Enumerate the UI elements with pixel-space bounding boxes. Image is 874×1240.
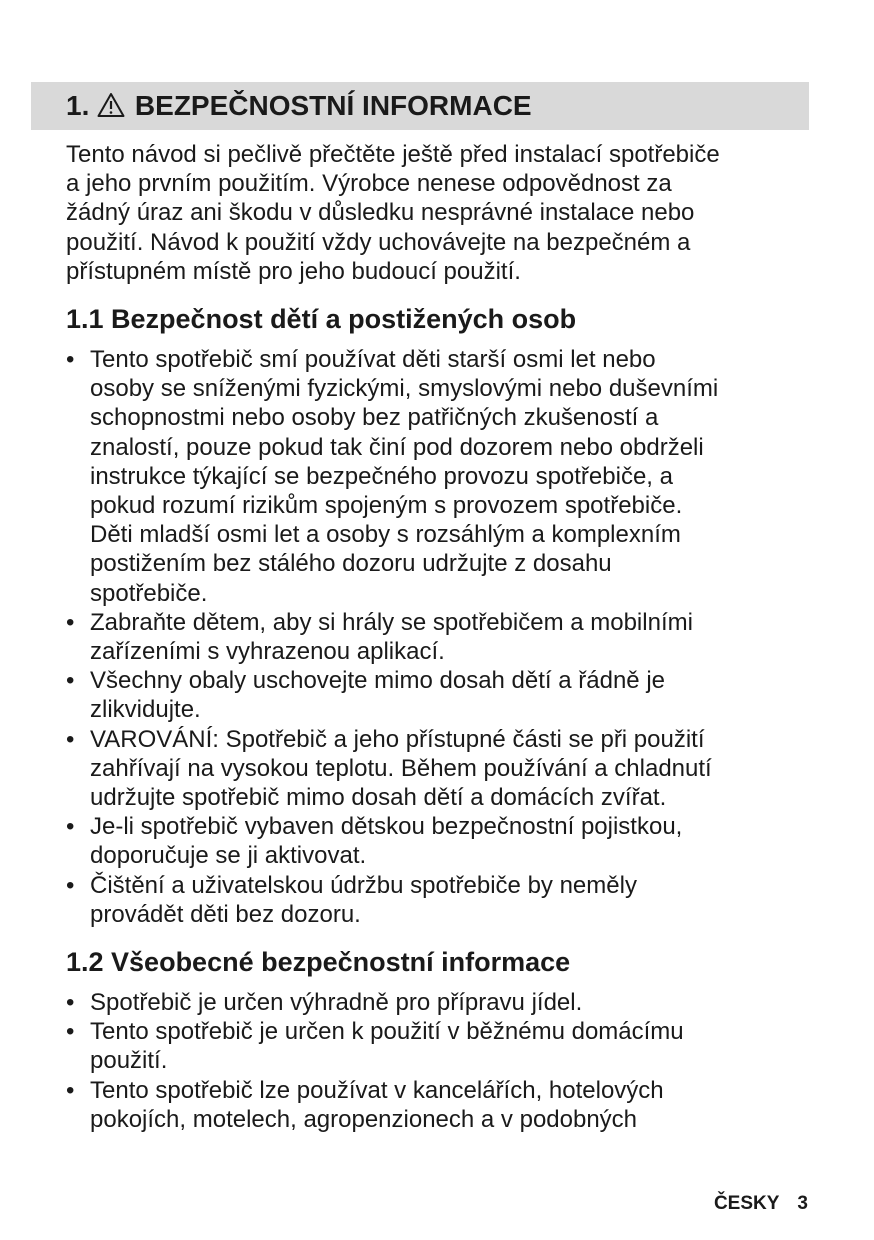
item-line: osoby se sníženými fyzickými, smyslovými nebo duševními: [90, 375, 719, 403]
list-item: [66, 608, 826, 666]
bullet-icon: •: [66, 1018, 75, 1046]
section-title: BEZPEČNOSTNÍ INFORMACE: [134, 90, 532, 121]
item-line: Čištění a uživatelskou údržbu spotřebiče by neměly: [90, 871, 637, 899]
item-line: udržujte spotřebič mimo dosah dětí a domácích zvířat.: [90, 784, 667, 812]
intro-line: a jeho prvním použitím. Výrobce nenese odpovědnost za: [66, 170, 672, 198]
bullet-icon: •: [66, 346, 75, 373]
item-line: Spotřebič je určen výhradně pro přípravu jídel.: [90, 989, 583, 1016]
bullet-icon: •: [66, 871, 75, 899]
bullet-icon: •: [66, 667, 75, 695]
item-line: pokojích, motelech, agropenzionech a v podobných: [90, 1105, 638, 1133]
list-item: [66, 666, 826, 724]
footer-language: ČESKY: [713, 1193, 780, 1214]
item-line: Tento spotřebič lze používat v kancelářích, hotelových: [90, 1076, 664, 1104]
item-line: spotřebiče.: [90, 579, 208, 607]
item-line: Je-li spotřebič vybaven dětskou bezpečnostní pojistkou,: [90, 813, 683, 841]
section-heading: [66, 88, 532, 127]
item-line: znalostí, pouze pokud tak činí pod dozorem nebo obdrželi: [90, 433, 704, 461]
intro-paragraph: [66, 140, 826, 286]
page-number: 3: [797, 1193, 808, 1214]
item-line: zlikvidujte.: [90, 696, 201, 724]
bullet-icon: •: [66, 608, 75, 636]
list-item: [66, 871, 826, 929]
item-line: pokud rozumí rizikům spojeným s provozem spotřebiče.: [90, 492, 683, 520]
list-item: [66, 725, 826, 813]
intro-line: přístupném místě pro jeho budoucí použití.: [66, 257, 521, 285]
item-line: použití.: [90, 1047, 168, 1075]
item-line: instrukce týkající se bezpečného provozu spotřebiče, a: [90, 462, 673, 490]
item-line: VAROVÁNÍ: Spotřebič a jeho přístupné části se při použití: [90, 725, 705, 753]
safety-list-children: [66, 345, 826, 929]
item-line: postižením bez stálého dozoru udržujte z dosahu: [90, 550, 612, 578]
item-line: schopnostmi nebo osoby bez patřičných zkušeností a: [90, 404, 659, 432]
intro-line: použití. Návod k použití vždy uchovávejte na bezpečném a: [66, 228, 691, 256]
bullet-icon: •: [66, 989, 75, 1016]
item-line: Tento spotřebič smí používat děti starší osmi let nebo: [90, 346, 656, 373]
intro-line: Tento návod si pečlivě přečtěte ještě před instalací spotřebiče: [66, 141, 720, 168]
list-item: [66, 345, 826, 608]
subsection-heading-1-1: 1.1 Bezpečnost dětí a postižených osob: [66, 304, 577, 334]
item-line: provádět děti bez dozoru.: [90, 900, 361, 928]
bullet-icon: •: [66, 813, 75, 841]
list-item: [66, 988, 826, 1017]
list-item: [66, 812, 826, 870]
intro-line: žádný úraz ani škodu v důsledku nesprávné instalace nebo: [66, 199, 695, 227]
list-item: [66, 1017, 826, 1075]
item-line: Děti mladší osmi let a osoby s rozsáhlým a komplexním: [90, 521, 681, 549]
item-line: Všechny obaly uschovejte mimo dosah dětí a řádně je: [90, 667, 666, 695]
bullet-icon: •: [66, 1076, 75, 1104]
list-item: [66, 1076, 826, 1134]
item-line: zařízeními s vyhrazenou aplikací.: [90, 638, 445, 666]
item-line: zahřívají na vysokou teplotu. Během používání a chladnutí: [90, 754, 712, 782]
item-line: doporučuje se ji aktivovat.: [90, 842, 367, 870]
safety-list-general: [66, 988, 826, 1134]
subsection-heading-1-2: 1.2 Všeobecné bezpečnostní informace: [66, 947, 571, 977]
warning-triangle-icon: [97, 91, 125, 127]
section-number: 1.: [66, 90, 90, 121]
item-line: Zabraňte dětem, aby si hrály se spotřebičem a mobilními: [90, 608, 693, 636]
bullet-icon: •: [66, 725, 75, 753]
item-line: Tento spotřebič je určen k použití v běžnému domácímu: [90, 1018, 684, 1046]
page-footer: [714, 1192, 808, 1216]
